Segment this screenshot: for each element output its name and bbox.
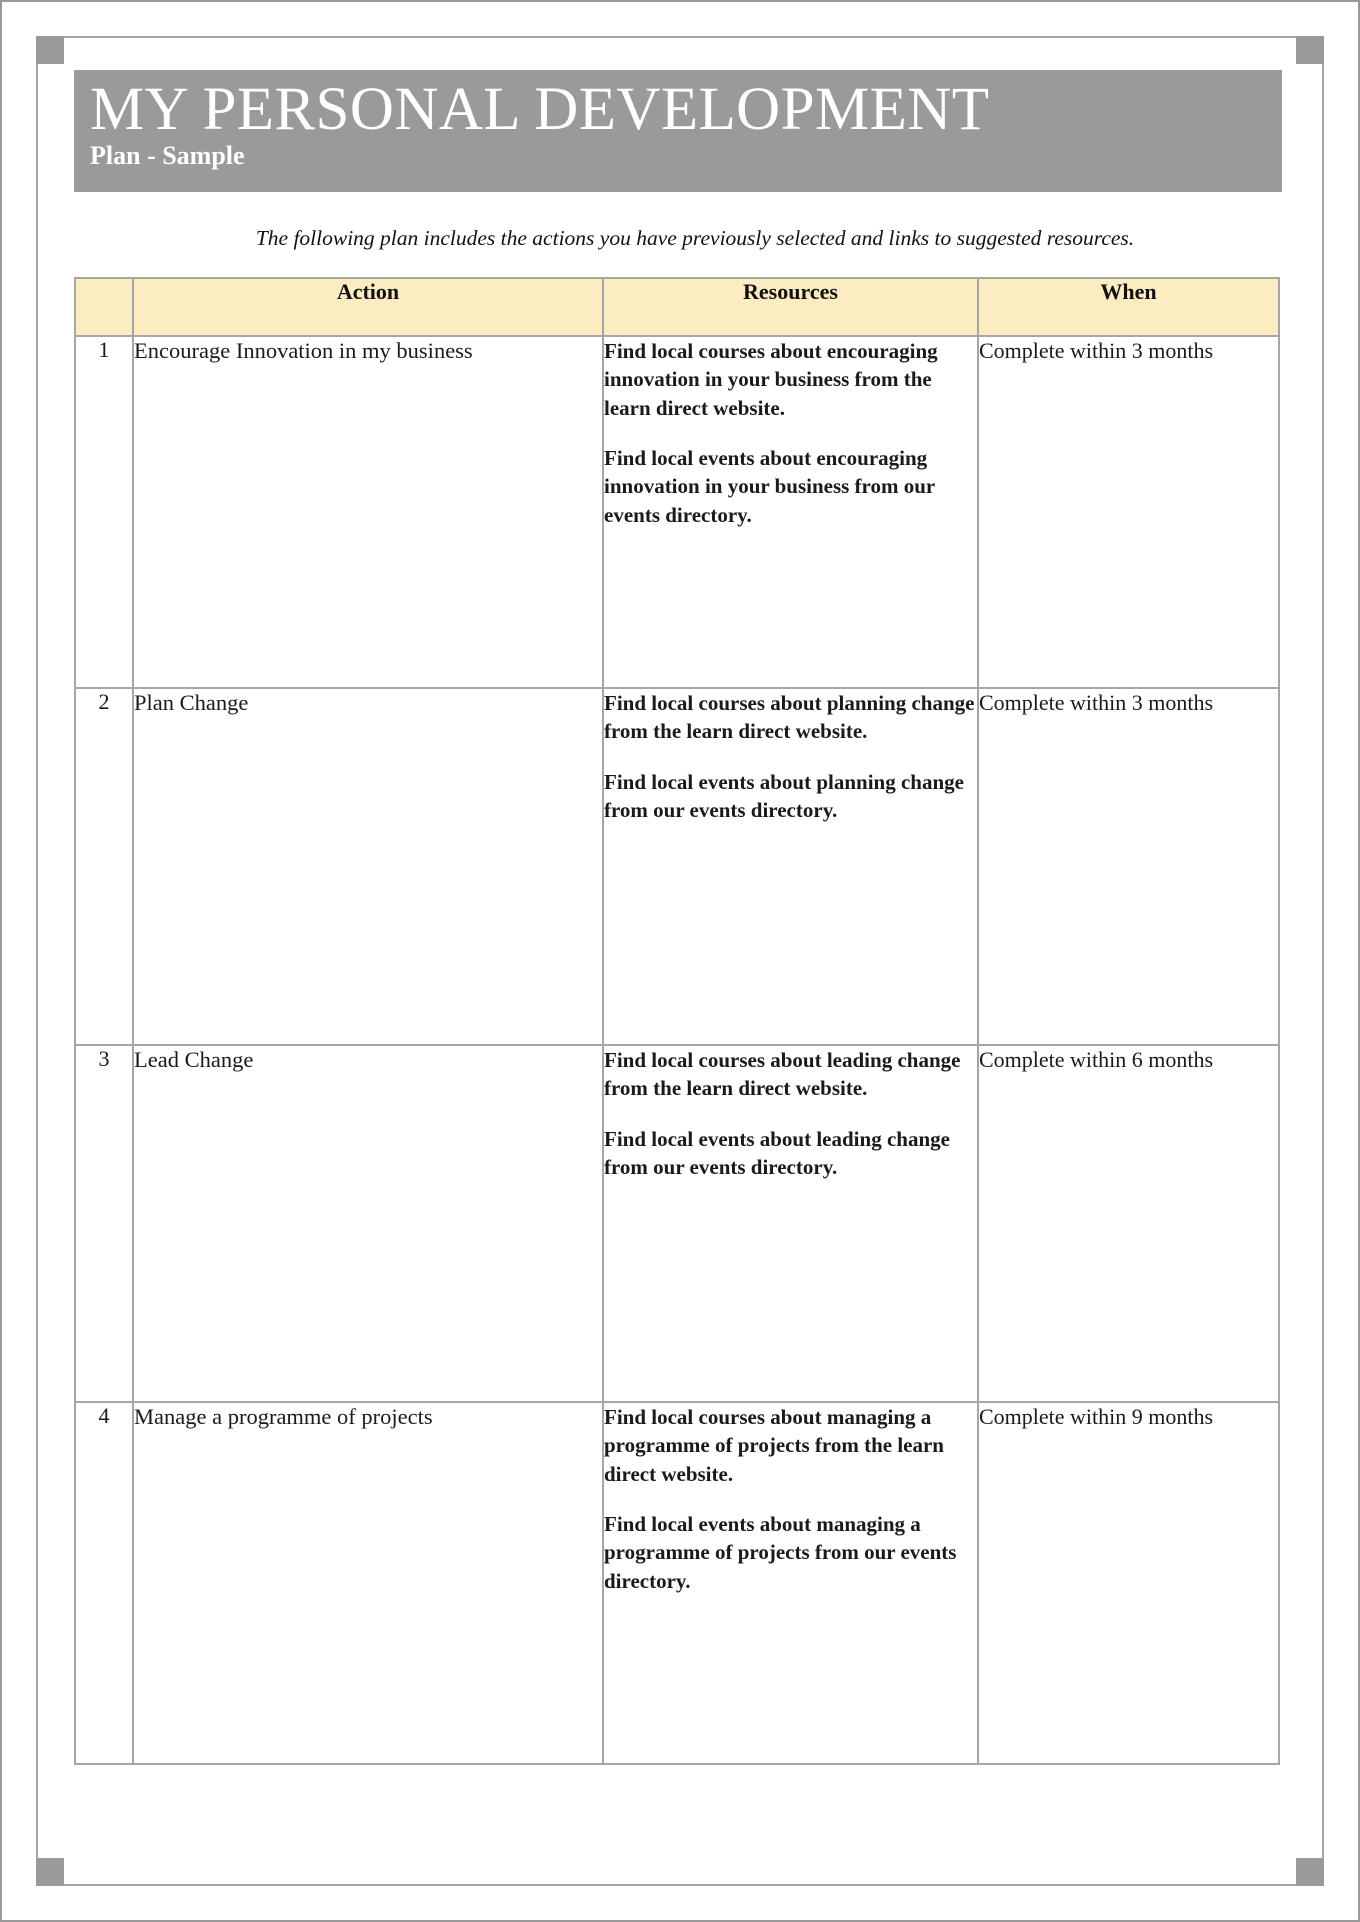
- row-number: 1: [75, 336, 133, 688]
- row-action: Plan Change: [133, 688, 603, 1045]
- page-subtitle: Plan - Sample: [90, 140, 245, 170]
- row-action: Lead Change: [133, 1045, 603, 1402]
- row-number: 3: [75, 1045, 133, 1402]
- row-number: 2: [75, 688, 133, 1045]
- row-resources: [603, 688, 978, 1045]
- row-number: 4: [75, 1402, 133, 1764]
- column-header-action: Action: [133, 278, 603, 336]
- row-when: Complete within 3 months: [978, 688, 1279, 1045]
- development-plan-table: [74, 277, 1280, 1765]
- page-inner-border: [36, 36, 1324, 1886]
- resource-events-link[interactable]: Find local events about encouraging innovation in your business from our events directory.: [604, 446, 935, 527]
- document-content: [74, 70, 1286, 1864]
- corner-mark-bottom-left: [36, 1858, 64, 1886]
- title-banner: [74, 70, 1282, 192]
- table-row: [75, 336, 1279, 688]
- column-header-number: [75, 278, 133, 336]
- row-when: Complete within 9 months: [978, 1402, 1279, 1764]
- row-resources: [603, 1045, 978, 1402]
- table-header: [75, 278, 1279, 336]
- row-resources: [603, 336, 978, 688]
- table-header-row: [75, 278, 1279, 336]
- resource-courses-link[interactable]: Find local courses about planning change from the learn direct website.: [604, 691, 975, 744]
- column-header-when: When: [978, 278, 1279, 336]
- column-header-resources: Resources: [603, 278, 978, 336]
- table-row: [75, 1045, 1279, 1402]
- resource-courses-link[interactable]: Find local courses about leading change from the learn direct website.: [604, 1048, 961, 1101]
- table-body: [75, 336, 1279, 1764]
- row-when: Complete within 3 months: [978, 336, 1279, 688]
- row-when: Complete within 6 months: [978, 1045, 1279, 1402]
- table-row: [75, 1402, 1279, 1764]
- resource-events-link[interactable]: Find local events about planning change from our events directory.: [604, 769, 964, 823]
- corner-mark-top-right: [1296, 36, 1324, 64]
- intro-text: The following plan includes the actions you have previously selected and links to suggested resources.: [255, 226, 1135, 250]
- row-action: Manage a programme of projects: [133, 1402, 603, 1764]
- corner-mark-top-left: [36, 36, 64, 64]
- row-action: Encourage Innovation in my business: [133, 336, 603, 688]
- resource-events-link[interactable]: Find local events about leading change from our events directory.: [604, 1126, 950, 1180]
- row-resources: [603, 1402, 978, 1764]
- page-title: MY PERSONAL DEVELOPMENT: [90, 76, 990, 143]
- resource-events-link[interactable]: Find local events about managing a programme of projects from our events directory.: [604, 1512, 957, 1593]
- resource-courses-link[interactable]: Find local courses about managing a programme of projects from the learn direct website.: [604, 1405, 944, 1486]
- table-row: [75, 688, 1279, 1045]
- corner-mark-bottom-right: [1296, 1858, 1324, 1886]
- resource-courses-link[interactable]: Find local courses about encouraging innovation in your business from the learn direct website.: [604, 339, 938, 420]
